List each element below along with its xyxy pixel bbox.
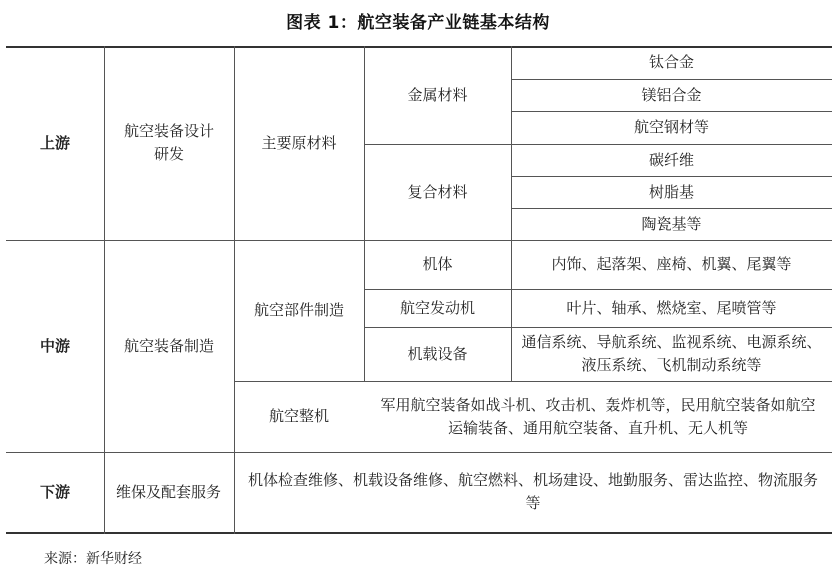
stage-upstream: 上游 bbox=[39, 133, 70, 152]
stage-downstream: 下游 bbox=[39, 482, 70, 501]
parts-manufacturing: 航空部件制造 bbox=[253, 301, 344, 319]
material-group-composite: 复合材料 bbox=[407, 182, 468, 201]
material-item: 镁铝合金 bbox=[641, 85, 702, 104]
material-item: 钛合金 bbox=[648, 53, 694, 71]
part-name: 机体 bbox=[422, 255, 453, 273]
upstream-category: 主要原材料 bbox=[261, 133, 337, 152]
material-item: 树脂基 bbox=[648, 182, 694, 201]
upstream-activity: 航空装备设计研发 bbox=[123, 122, 214, 163]
part-name: 机载设备 bbox=[407, 344, 468, 363]
material-group-metal: 金属材料 bbox=[407, 85, 468, 104]
figure-title: 图表 1：航空装备产业链基本结构 bbox=[286, 13, 550, 33]
part-detail: 叶片、轴承、燃烧室、尾喷管等 bbox=[566, 298, 777, 317]
downstream-activity: 维保及配套服务 bbox=[116, 482, 222, 501]
part-name: 航空发动机 bbox=[399, 298, 475, 317]
source-note: 来源：新华财经 bbox=[44, 551, 142, 567]
material-item: 陶瓷基等 bbox=[641, 214, 702, 233]
midstream-activity: 航空装备制造 bbox=[123, 336, 214, 355]
stage-midstream: 中游 bbox=[39, 336, 70, 355]
complete-aircraft: 航空整机 bbox=[268, 407, 329, 425]
industry-chain-table bbox=[6, 46, 832, 534]
part-detail: 内饰、起落架、座椅、机翼、尾翼等 bbox=[551, 255, 792, 273]
part-detail: 通信系统、导航系统、监视系统、电源系统、液压系统、飞机制动系统等 bbox=[521, 333, 822, 374]
table-bottom-rule bbox=[6, 532, 832, 534]
complete-aircraft-detail: 军用航空装备如战斗机、攻击机、轰炸机等，民用航空装备如航空运输装备、通用航空装备、直升机、无人机等 bbox=[380, 395, 816, 437]
downstream-detail: 机体检查维修、机载设备维修、航空燃料、机场建设、地勤服务、雷达监控、物流服务等 bbox=[247, 471, 818, 512]
material-item: 碳纤维 bbox=[648, 150, 694, 169]
material-item: 航空钢材等 bbox=[633, 118, 709, 136]
